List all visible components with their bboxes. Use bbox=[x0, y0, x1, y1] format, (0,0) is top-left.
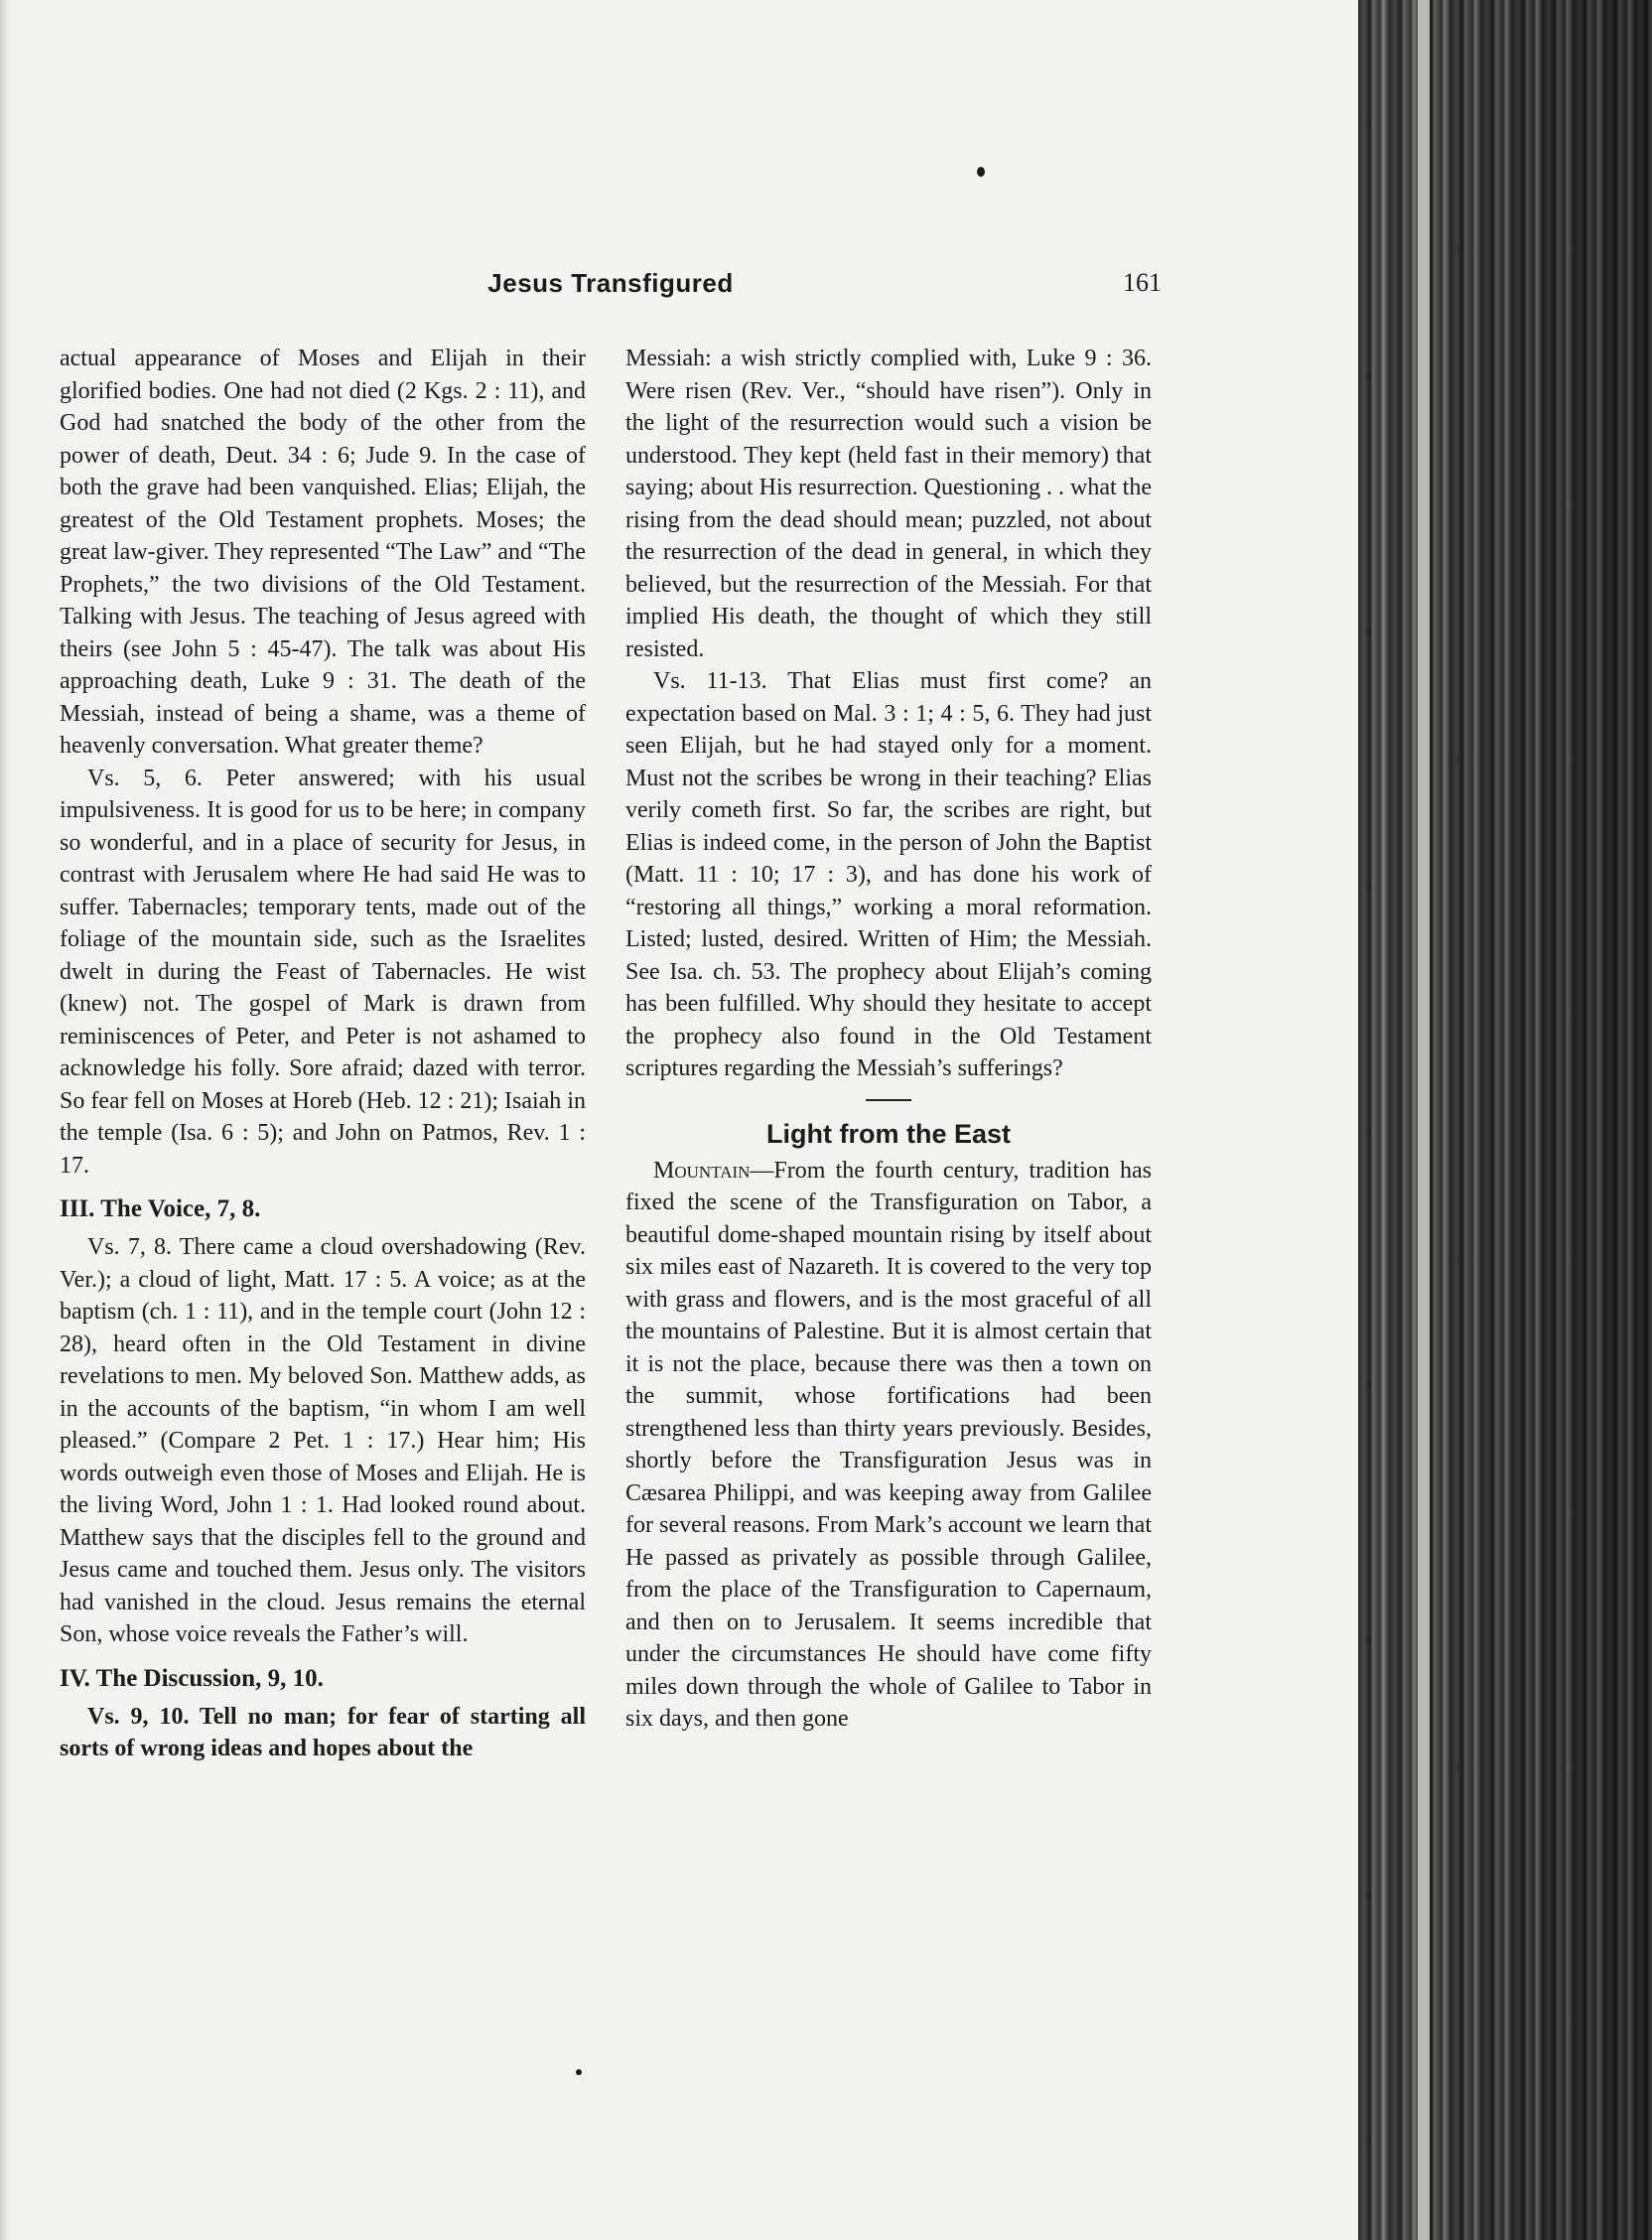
right-column bbox=[625, 343, 1152, 1736]
right-paragraph-1: Messiah: a wish strictly complied with, Luke 9 : 36. Were risen (Rev. Ver., “should have risen”). Only in the light of the resurrection would such a vision be understood. They kept (held fast in their memory) that saying; about His resurrection. Questioning . . what the rising from the dead should mean; puzzled, not about the resurrection of the dead in general, in which they believed, but the resurrection of the Messiah. For that implied His death, the thought of which they still resisted. bbox=[625, 346, 1152, 662]
section-divider-rule bbox=[866, 1099, 911, 1101]
left-paragraph-1: actual appearance of Moses and Elijah in their glorified bodies. One had not died (2 Kgs. 2 : 11), and God had snatched the body of the other from the power of death, Deut. 34 : 6; Jude 9. In the case of both the grave had been vanquished. Elias; Elijah, the greatest of the Old Testament prophets. Moses; the great law-giver. They represented “The Law” and “The Prophets,” the two divisions of the Old Testament. Talking with Jesus. The teaching of Jesus agreed with theirs (see John 5 : 45-47). The talk was about His approaching death, Luke 9 : 31. The death of the Messiah, instead of being a shame, was a theme of heavenly conversation. What greater theme? bbox=[60, 346, 586, 759]
left-column bbox=[60, 343, 586, 1765]
paragraph-label-mountain: Mountain bbox=[653, 1157, 751, 1184]
book-page-edges bbox=[1358, 0, 1652, 2240]
left-paragraph-4: Vs. 9, 10. Tell no man; for fear of starting all sorts of wrong ideas and hopes about the bbox=[60, 1703, 586, 1761]
running-title: Jesus Transfigured bbox=[487, 268, 734, 298]
section-heading-light-from-the-east: Light from the East bbox=[765, 1118, 1011, 1149]
ink-speck bbox=[977, 167, 985, 177]
section-heading-the-voice: III. The Voice, 7, 8. bbox=[60, 1195, 261, 1222]
page-number: 161 bbox=[1123, 268, 1162, 297]
page-gutter-shadow bbox=[0, 0, 10, 2240]
page-header bbox=[60, 268, 1162, 308]
left-paragraph-2: Vs. 5, 6. Peter answered; with his usual impulsiveness. It is good for us to be here; in company so wonderful, and in a place of security for Jesus, in contrast with Jerusalem where He had said He was to suffer. Tabernacles; temporary tents, made out of the foliage of the mountain side, such as the Israelites dwelt in during the Feast of Tabernacles. He wist (knew) not. The gospel of Mark is drawn from reminiscences of Peter, and Peter is not ashamed to acknowledge his folly. Sore afraid; dazed with terror. So fear fell on Moses at Horeb (Heb. 12 : 21); Isaiah in the temple (Isa. 6 : 5); and John on Patmos, Rev. 1 : 17. bbox=[60, 765, 586, 1179]
right-paragraph-2: Vs. 11-13. That Elias must first come? an expectation based on Mal. 3 : 1; 4 : 5, 6. They had just seen Elijah, but he had stayed only for a moment. Must not the scribes be wrong in their teaching? Elias verily cometh first. So far, the scribes are right, but Elias is indeed come, in the person of John the Baptist (Matt. 11 : 10; 17 : 3), and has done his work of “restoring all things,” working a moral reformation. Listed; lusted, desired. Written of Him; the Messiah. See Isa. ch. 53. The prophecy about Elijah’s coming has been fulfilled. Why should they hesitate to accept the prophecy also found in the Old Testament scriptures regarding the Messiah’s sufferings? bbox=[625, 668, 1152, 1081]
left-paragraph-3: Vs. 7, 8. There came a cloud overshadowing (Rev. Ver.); a cloud of light, Matt. 17 : 5. A voice; as at the baptism (ch. 1 : 11), and in the temple court (John 12 : 28), heard often in the Old Testament in divine revelations to men. My beloved Son. Matthew adds, as in the accounts of the baptism, “in whom I am well pleased.” (Compare 2 Pet. 1 : 17.) Hear him; His words outweigh even those of Moses and Elijah. He is the living Word, John 1 : 1. Had looked round about. Matthew says that the disciples fell to the ground and Jesus came and touched them. Jesus only. The visitors had vanished in the cloud. Jesus remains the eternal Son, whose voice reveals the Father’s will. bbox=[60, 1234, 586, 1647]
right-paragraph-3 bbox=[625, 1155, 1152, 1736]
section-heading-the-discussion: IV. The Discussion, 9, 10. bbox=[60, 1664, 324, 1692]
ink-speck bbox=[576, 2069, 582, 2075]
right-paragraph-3-text: —From the fourth century, tradition has fixed the scene of the Transfiguration on Tabor, a beautiful dome-shaped mountain rising by itself about six miles east of Nazareth. It is covered to the very top with grass and flowers, and is the most graceful of all the mountains of Palestine. But it is almost certain that it is not the place, because there was then a town on the summit, whose fortifications had been strengthened less than thirty years previously. Besides, shortly before the Transfiguration Jesus was in Cæsarea Philippi, and was keeping away from Galilee for several reasons. From Mark’s account we learn that He passed as privately as possible through Galilee, from the place of the Transfiguration to Capernaum, and then on to Jerusalem. It seems incredible that under the circumstances He should have come fifty miles down through the whole of Galilee to Tabor in six days, and then gone bbox=[625, 1157, 1152, 1732]
